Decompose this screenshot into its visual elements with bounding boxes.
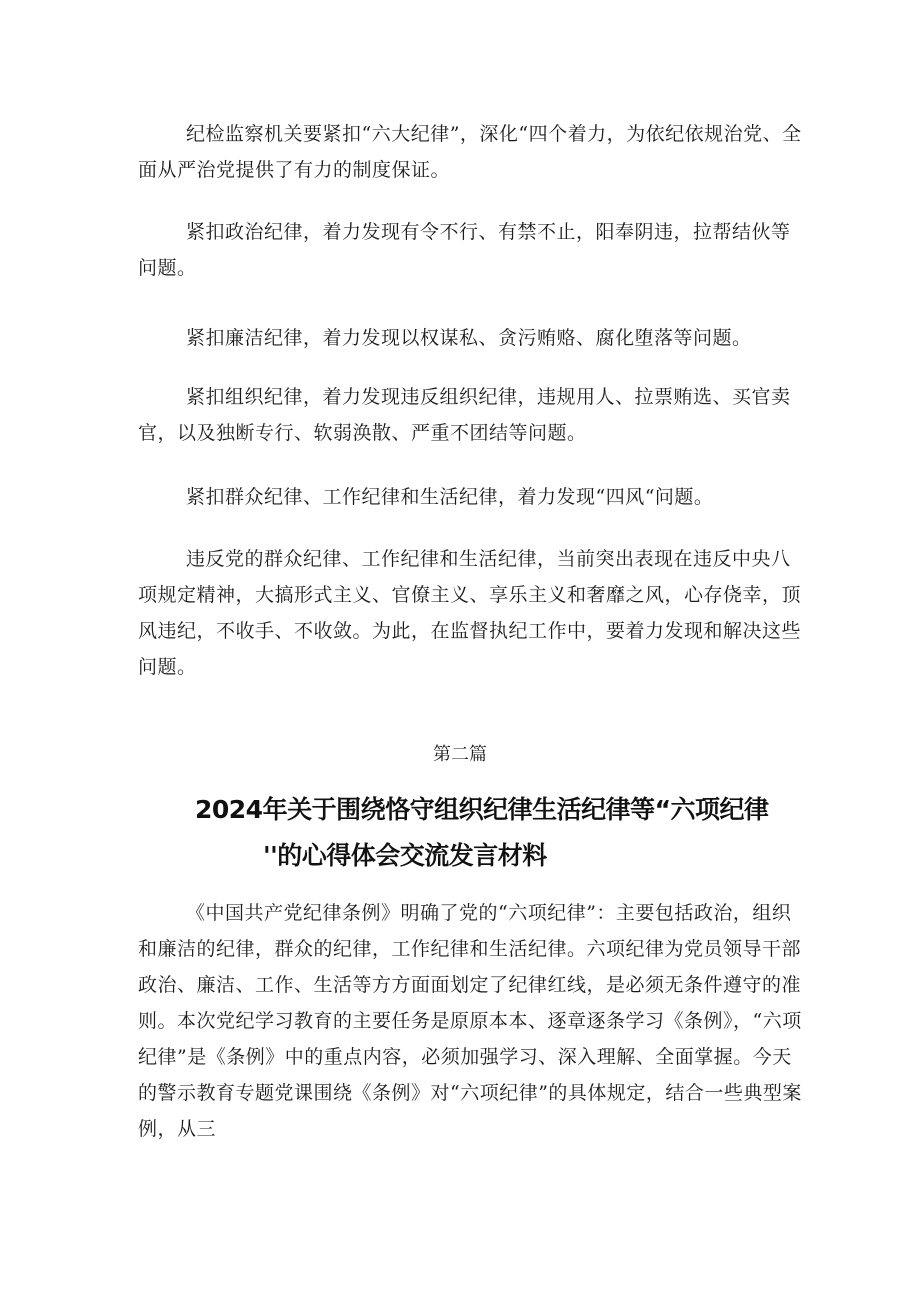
title-line-2: ''的心得体会交流发言材料 [263,841,547,870]
title-line-1: 2024年关于围绕恪守组织纪律生活纪律等“六项纪律 [195,795,769,824]
paragraph-text: 紧扣组织纪律，着力发现违反组织纪律，违规用人、拉票贿选、买官卖官，以及独断专行、软弱涣散、严重不团结等问题。 [138,386,791,444]
paragraph-violations [138,541,803,685]
paragraph-text: 紧扣群众纪律、工作纪律和生活纪律，着力发现“四风“问题。 [186,486,714,508]
paragraph-text: 《中国共产党纪律条例》明确了党的“六项纪律”：主要包括政治，组织和廉洁的纪律，群众的纪律，工作纪律和生活纪律。六项纪律为党员领导干部政治、廉洁、工作、生活等方方面面划定了纪律红线，是必须无条件遵守的准则。本次党纪学习教育的主要任务是原原本本、逐章逐条学习《条例》，“六项纪律”是《条例》中的重点内容，必须加强学习、深入理解、全面掌握。今天的警示教育专题党课围绕《条例》对“六项纪律”的具体规定，结合一些典型案例，从三 [138,902,802,1140]
paragraph-text: 紧扣廉洁纪律，着力发现以权谋私、贪污贿赂、腐化堕落等问题。 [186,327,752,349]
paragraph-mass-discipline [138,479,803,515]
paragraph-organizational-discipline [138,379,803,451]
paragraph-text: 违反党的群众纪律、工作纪律和生活纪律，当前突出表现在违反中央八项规定精神，大搞形式主义、官僚主义、享乐主义和奢靡之风，心存侥幸，顶风违纪，不收手、不收敛。为此，在监督执纪工作中，要着力发现和解决这些问题。 [138,548,802,678]
paragraph-text: 纪检监察机关要紧扣“六大纪律”，深化“四个着力，为依纪依规治党、全面从严治党提供了有力的制度保证。 [138,123,802,181]
paragraph-regulations-body [138,895,803,1147]
paragraph-political-discipline [138,214,803,286]
section-label: 第二篇 [433,744,487,765]
document-title [195,787,805,879]
paragraph-six-disciplines-intro [138,116,803,188]
paragraph-integrity-discipline [138,320,803,356]
paragraph-text: 紧扣政治纪律，着力发现有令不行、有禁不止，阳奉阴违，拉帮结伙等问题。 [138,221,791,279]
